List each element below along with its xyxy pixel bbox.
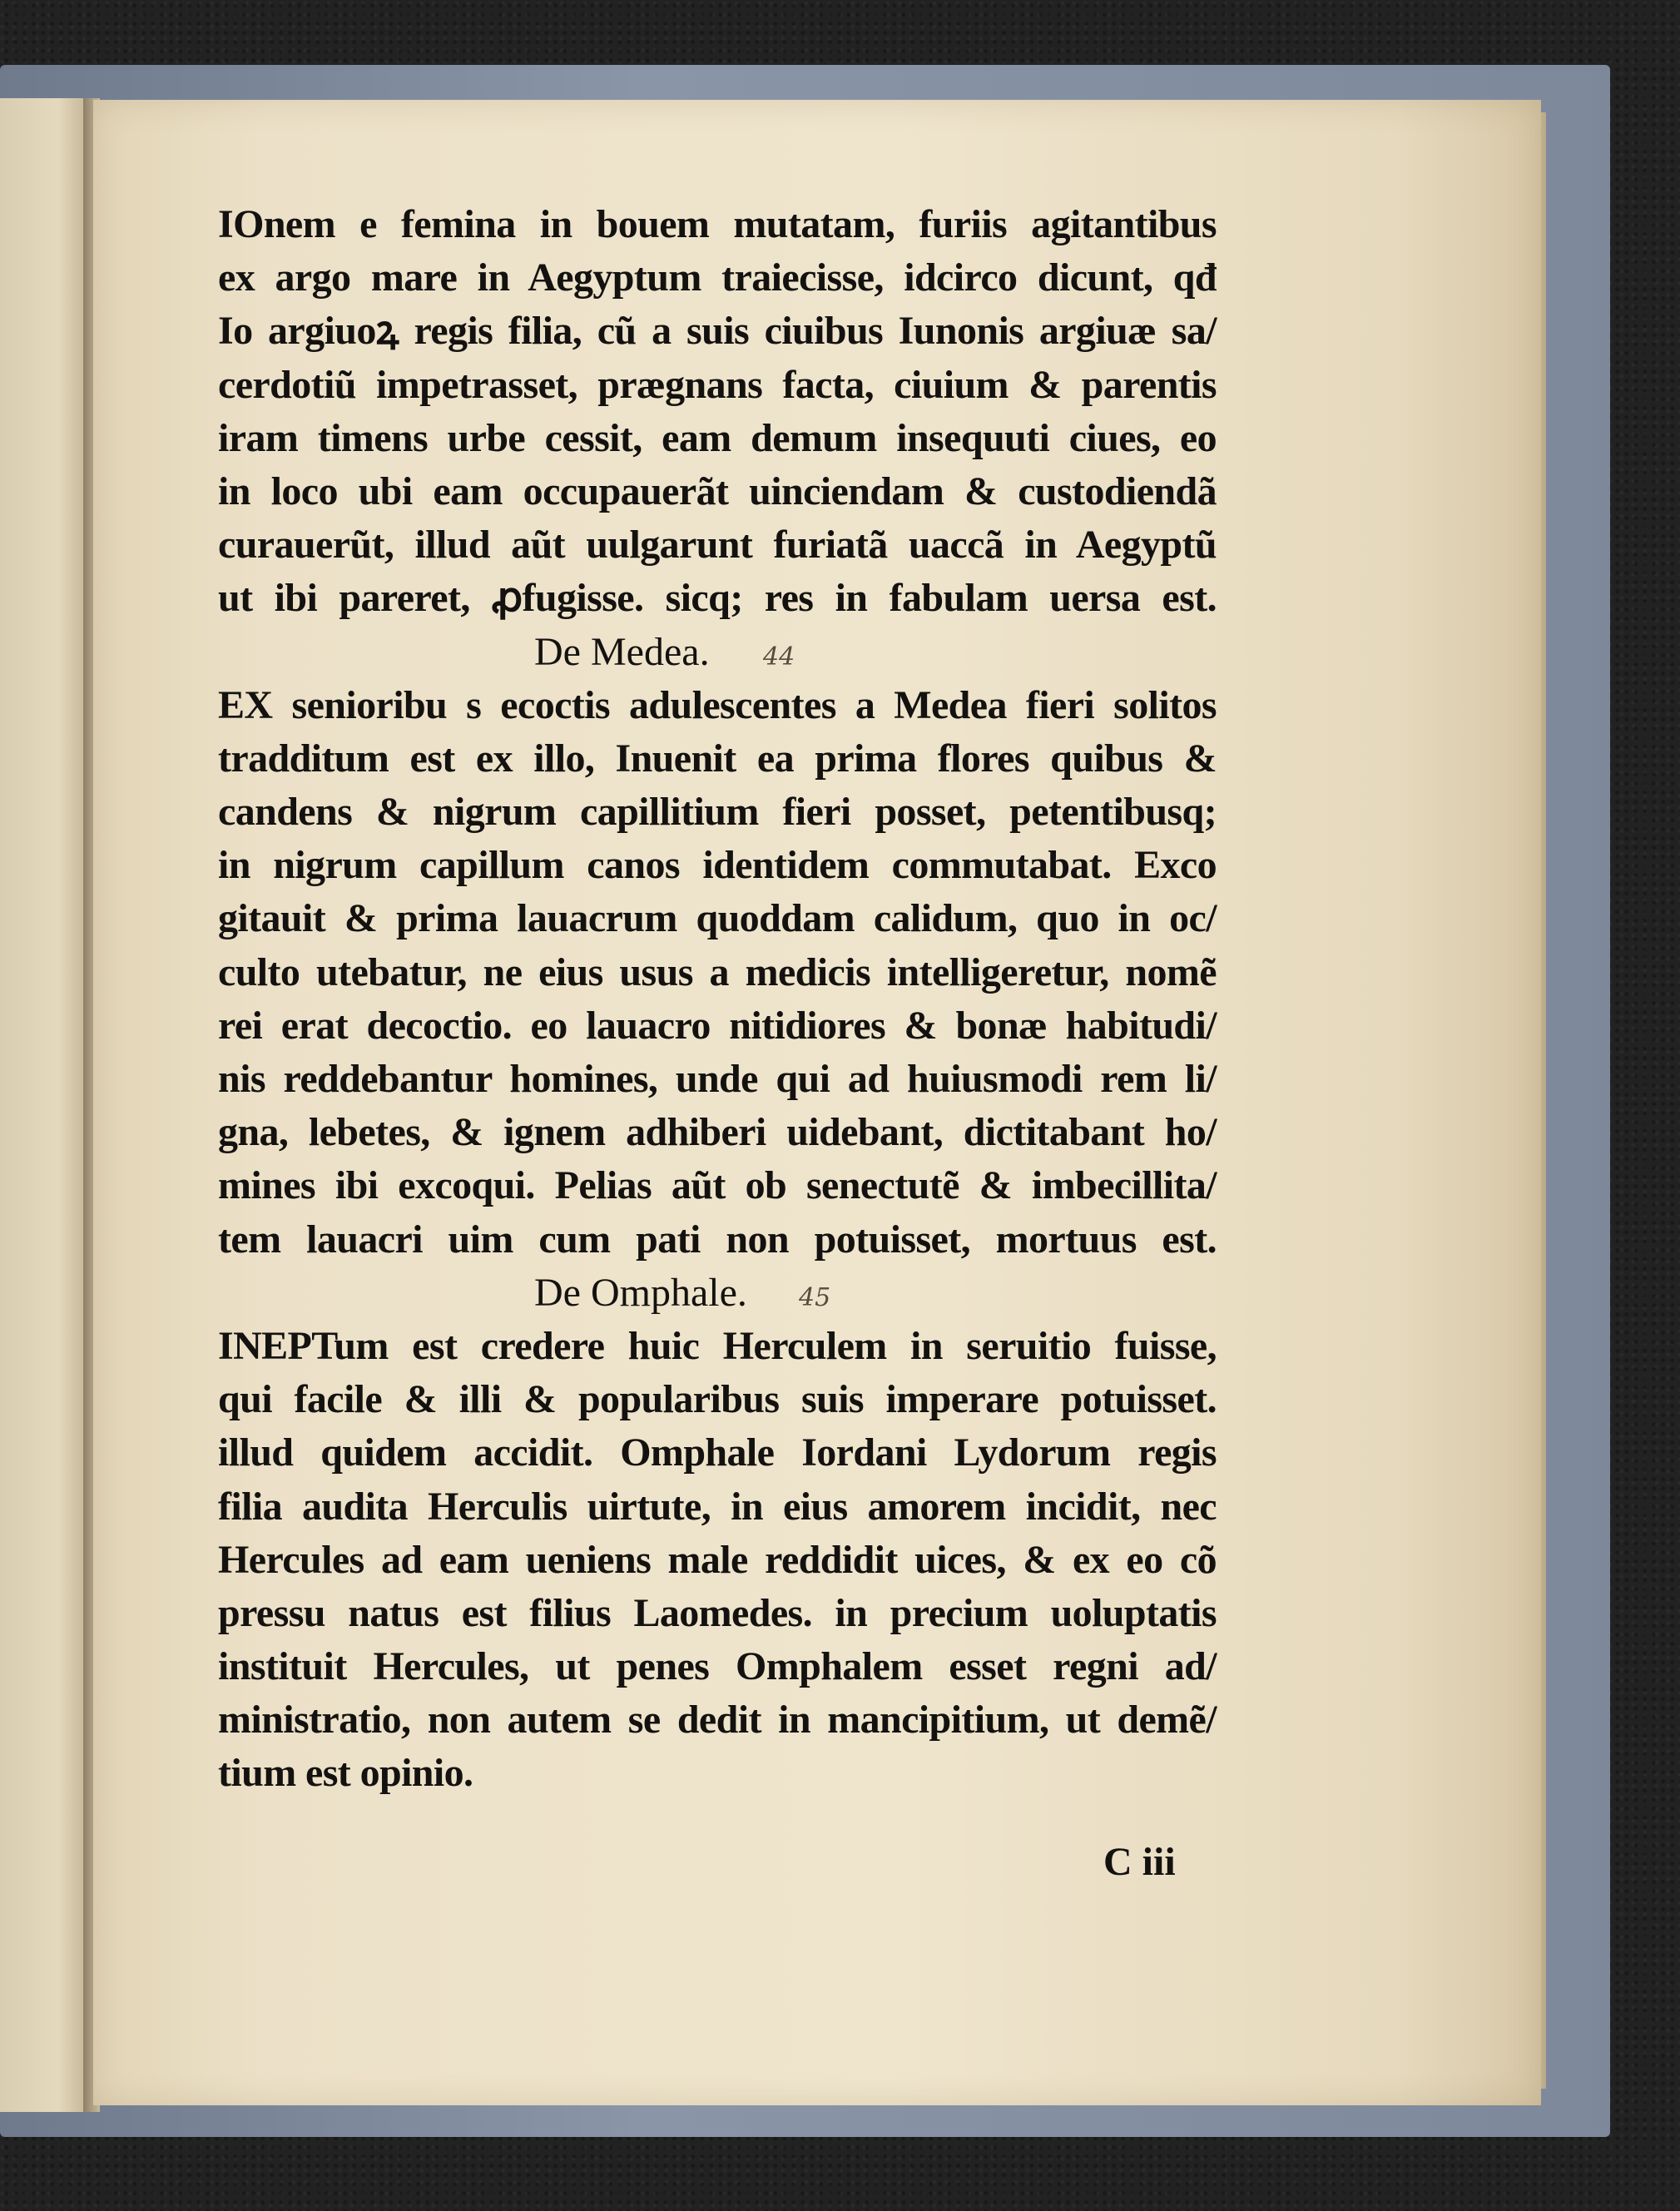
text-line: tradditum est ex illo, Inuenit ea prima flores quibus & <box>218 736 1217 781</box>
text-line: instituit Hercules, ut penes Omphalem esset regni ad/ <box>218 1644 1217 1689</box>
text-line: EX senioribu s ecoctis adulescentes a Medea fieri solitos <box>218 682 1217 727</box>
text-line: qui facile & illi & popularibus suis imperare potuisset. <box>218 1377 1217 1422</box>
text-line: culto utebatur, ne eius usus a medicis intelligeretur, nomẽ <box>218 949 1217 994</box>
text-line: pressu natus est filius Laomedes. in precium uoluptatis <box>218 1590 1217 1635</box>
text-line: filia audita Herculis uirtute, in eius amorem incidit, nec <box>218 1484 1217 1529</box>
text-line: iram timens urbe cessit, eam demum insequuti ciues, eo <box>218 415 1217 460</box>
text-line: illud quidem accidit. Omphale Iordani Lydorum regis <box>218 1430 1217 1475</box>
text-line: ut ibi pareret, ꝓfugisse. sicq; res in fabulam uersa est. <box>218 576 1217 621</box>
text-line: Hercules ad eam ueniens male reddidit uices, & ex eo cõ <box>218 1537 1217 1582</box>
handwritten-annotation: 44 <box>763 642 795 672</box>
text-line: ex argo mare in Aegyptum traiecisse, idcirco dicunt, qđ <box>218 255 1217 300</box>
text-line: IOnem e femina in bouem mutatam, furiis agitantibus <box>218 202 1217 246</box>
text-block <box>218 198 1217 1801</box>
text-line: mines ibi excoqui. Pelias aũt ob senectutẽ & imbecillita/ <box>218 1163 1217 1208</box>
text-line: tium est opinio. <box>218 1751 473 1796</box>
text-line: rei erat decoctio. eo lauacro nitidiores & bonæ habitudi/ <box>218 1003 1217 1048</box>
text-line: tem lauacri uim cum pati non potuisset, mortuus est. <box>218 1217 1217 1262</box>
heading-text: De Medea. <box>534 629 710 674</box>
text-line: INEPTum est credere huic Herculem in seruitio fuisse, <box>218 1323 1217 1368</box>
text-line: ministratio, non autem se dedit in mancipitium, ut demẽ/ <box>218 1698 1217 1743</box>
text-line: gitauit & prima lauacrum quoddam calidum, quo in oc/ <box>218 896 1217 941</box>
text-line: cerdotiũ impetrasset, prægnans facta, ciuium & parentis <box>218 362 1217 407</box>
text-line: in nigrum capillum canos identidem commutabat. Exco <box>218 843 1217 888</box>
handwritten-annotation: 45 <box>799 1282 831 1312</box>
text-line: curauerũt, illud aũt uulgarunt furiatã uaccã in Aegyptũ <box>218 523 1217 568</box>
text-line: gna, lebetes, & ignem adhiberi uidebant, dictitabant ho/ <box>218 1110 1217 1155</box>
heading-text: De Omphale. <box>534 1270 747 1315</box>
text-line: candens & nigrum capillitium fieri posset, petentibusq; <box>218 790 1217 835</box>
text-line: in loco ubi eam occupauerãt uinciendam & custodiendã <box>218 468 1217 513</box>
signature-mark: C iii <box>1103 1840 1176 1884</box>
text-line: nis reddebantur homines, unde qui ad huiusmodi rem li/ <box>218 1057 1217 1101</box>
section-heading-omphale <box>218 1267 1217 1320</box>
left-page-edge <box>0 98 85 2112</box>
text-line: Io argiuoꝝ regis filia, cũ a suis ciuibus Iunonis argiuæ sa/ <box>218 309 1217 354</box>
section-heading-medea <box>218 626 1217 679</box>
